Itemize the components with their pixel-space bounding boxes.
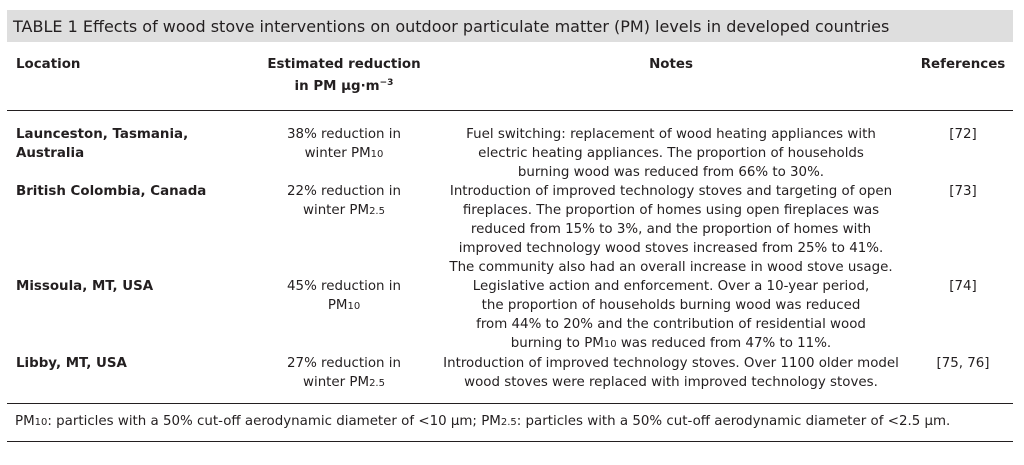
cell-notes bbox=[429, 111, 913, 183]
header-location: Location bbox=[16, 57, 81, 72]
reduction-prefix: PM bbox=[327, 298, 348, 313]
notes-line: Fuel switching: replacement of wood heating appliances with bbox=[466, 127, 876, 142]
header-reduction-sup: −3 bbox=[379, 78, 394, 88]
header-row bbox=[7, 42, 1013, 111]
reduction-prefix: winter PM bbox=[303, 203, 370, 218]
cell-reduction bbox=[259, 277, 429, 354]
reduction-line1: 22% reduction in bbox=[287, 184, 401, 199]
cell-references: [75, 76] bbox=[936, 356, 990, 371]
table-container bbox=[7, 10, 1013, 442]
table-title-text: TABLE 1 Effects of wood stove interventions on outdoor particulate matter (PM) levels in developed countries bbox=[13, 16, 890, 36]
bottom-divider bbox=[7, 441, 1013, 442]
cell-references: [74] bbox=[949, 279, 977, 294]
reduction-sub: 2.5 bbox=[369, 378, 385, 389]
cell-location: British Colombia, Canada bbox=[16, 184, 207, 199]
reduction-sub: 10 bbox=[347, 301, 361, 312]
notes-line: Introduction of improved technology stoves. Over 1100 older model bbox=[443, 356, 899, 371]
notes-line: wood stoves were replaced with improved technology stoves. bbox=[464, 375, 878, 390]
notes-last-suffix: was reduced from 47% to 11%. bbox=[616, 336, 832, 351]
notes-line: Legislative action and enforcement. Over a 10-year period, bbox=[472, 279, 870, 294]
header-notes: Notes bbox=[649, 57, 693, 72]
cell-reduction bbox=[259, 354, 429, 393]
reduction-prefix: winter PM bbox=[303, 375, 370, 390]
table-row bbox=[7, 111, 1013, 183]
cell-notes bbox=[429, 182, 913, 277]
notes-line: fireplaces. The proportion of homes using open fireplaces was bbox=[462, 203, 880, 218]
cell-notes bbox=[429, 354, 913, 393]
cell-location: Launceston, Tasmania, Australia bbox=[16, 127, 189, 161]
footnote-part2: : particles with a 50% cut-off aerodynamic diameter of <2.5 µm. bbox=[516, 414, 951, 429]
reduction-line1: 45% reduction in bbox=[287, 279, 401, 294]
notes-line: from 44% to 20% and the contribution of residential wood bbox=[476, 317, 866, 332]
notes-line: The community also had an overall increase in wood stove usage. bbox=[449, 260, 893, 275]
reduction-sub: 2.5 bbox=[369, 206, 385, 217]
data-table bbox=[7, 42, 1013, 393]
table-row bbox=[7, 277, 1013, 354]
notes-line: electric heating appliances. The proportion of households bbox=[478, 146, 864, 161]
reduction-prefix: winter PM bbox=[304, 146, 371, 161]
header-reduction-line2: in PM µg·m bbox=[294, 79, 380, 94]
cell-location: Libby, MT, USA bbox=[16, 356, 127, 371]
notes-line: reduced from 15% to 3%, and the proportion of homes with bbox=[470, 222, 872, 237]
footnote-pm25-label: PM bbox=[481, 414, 501, 429]
footnote-pm10-sub: 10 bbox=[34, 417, 48, 428]
reduction-sub: 10 bbox=[370, 149, 384, 160]
cell-location: Missoula, MT, USA bbox=[16, 279, 154, 294]
table-header bbox=[7, 42, 1013, 111]
cell-notes bbox=[429, 277, 913, 354]
cell-reduction bbox=[259, 111, 429, 183]
footnote-part1: : particles with a 50% cut-off aerodynamic diameter of <10 µm; bbox=[47, 414, 482, 429]
table-row bbox=[7, 354, 1013, 393]
notes-line: Introduction of improved technology stoves and targeting of open bbox=[449, 184, 893, 199]
notes-line: the proportion of households burning wood was reduced bbox=[481, 298, 861, 313]
footnote-pm25-sub: 2.5 bbox=[500, 417, 517, 428]
header-references: References bbox=[920, 57, 1006, 72]
header-reduction-line1: Estimated reduction bbox=[267, 57, 421, 72]
reduction-line1: 38% reduction in bbox=[287, 127, 401, 142]
notes-line: improved technology wood stoves increased from 25% to 41%. bbox=[458, 241, 884, 256]
notes-line: burning wood was reduced from 66% to 30%. bbox=[517, 165, 825, 180]
table-title bbox=[7, 10, 1013, 42]
header-reduction bbox=[259, 42, 429, 111]
table-row bbox=[7, 182, 1013, 277]
cell-references: [72] bbox=[949, 127, 977, 142]
table-body bbox=[7, 111, 1013, 394]
cell-reduction bbox=[259, 182, 429, 277]
cell-references: [73] bbox=[949, 184, 977, 199]
reduction-line1: 27% reduction in bbox=[287, 356, 401, 371]
table-footnote bbox=[7, 404, 1013, 441]
footnote-pm10-label: PM bbox=[15, 414, 35, 429]
notes-last-sub: 10 bbox=[603, 339, 617, 350]
notes-last-prefix: burning to PM bbox=[510, 336, 604, 351]
